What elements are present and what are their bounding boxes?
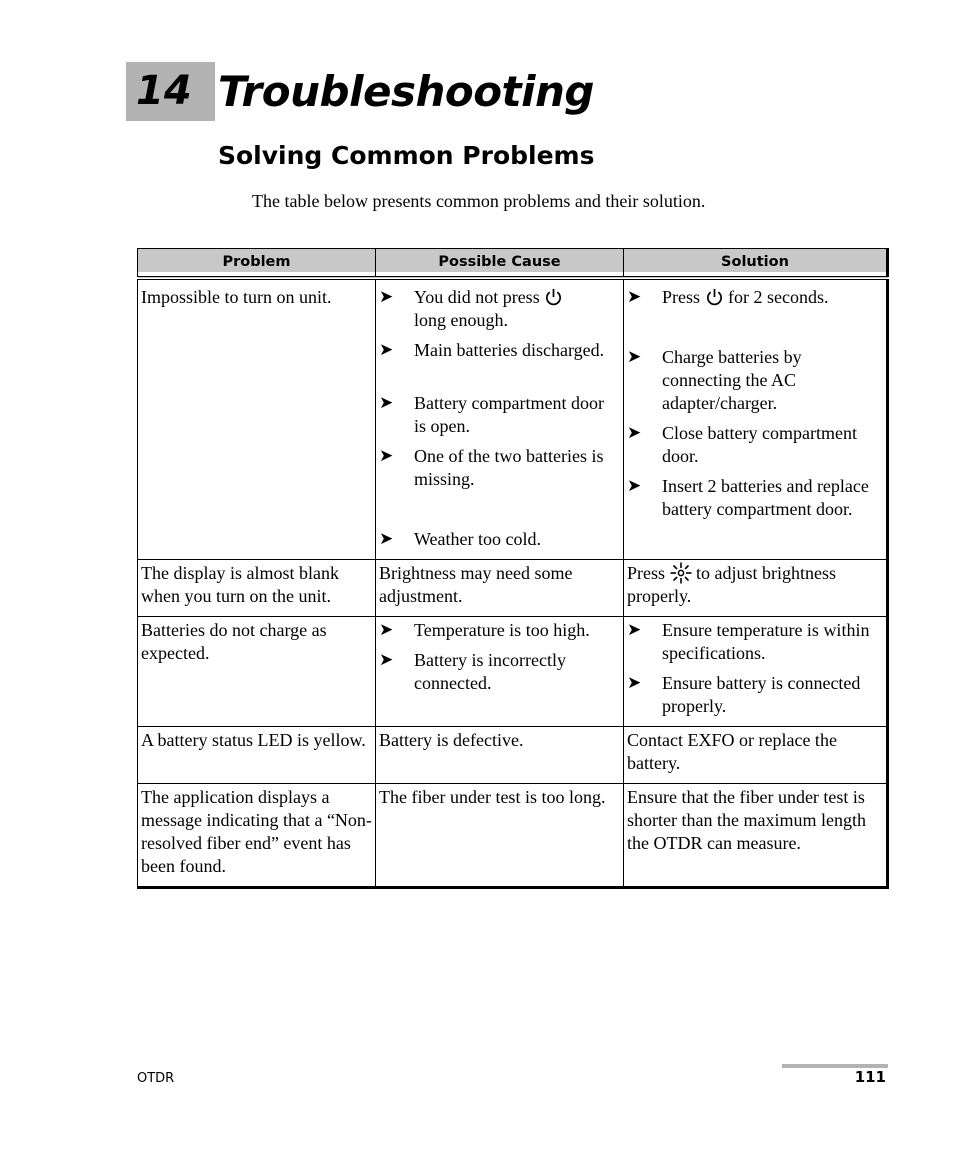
solution-cell [624,278,888,560]
problem-cell: The application displays a message indicating that a “Non-resolved fiber end” event has been found. [138,784,376,888]
list-item: ➤ Battery is incorrectly connected. [379,650,566,693]
list-item: ➤ Battery compartment door is open. [379,393,604,436]
table-row [138,617,888,727]
solution-cell: Contact EXFO or replace the battery. [624,727,888,784]
bullet-arrow: ➤ [627,476,642,496]
bullet-arrow: ➤ [379,393,394,413]
bullet-arrow: ➤ [379,287,394,307]
solution-cell [624,617,888,727]
bullet-arrow: ➤ [379,529,394,549]
problem-cell: A battery status LED is yellow. [138,727,376,784]
table-row [138,784,888,888]
bullet-arrow: ➤ [627,673,642,693]
list-item: ➤ You did not press long enough. [379,286,620,332]
footer-product: OTDR [137,1071,175,1086]
chapter-title: Troubleshooting [218,67,594,116]
list-item: ➤ Ensure battery is connected properly. [627,673,861,716]
cause-cell: Brightness may need some adjustment. [376,560,624,617]
brightness-icon [670,562,692,584]
table-header-row [138,249,888,279]
problem-cell: Impossible to turn on unit. [138,278,376,560]
bullet-arrow: ➤ [627,287,642,307]
list-item: ➤ Main batteries discharged. [379,340,605,360]
list-item: ➤ Ensure temperature is within specifications. [627,620,870,663]
troubleshooting-table [137,248,889,889]
cause-cell [376,617,624,727]
table-row [138,727,888,784]
solution-cell: Ensure that the fiber under test is shorter than the maximum length the OTDR can measure. [624,784,888,888]
bullet-arrow: ➤ [627,423,642,443]
bullet-arrow: ➤ [627,347,642,367]
page-number: 111 [854,1068,886,1086]
table-row [138,278,888,560]
header-solution: Solution [624,249,888,279]
cause-cell: Battery is defective. [376,727,624,784]
list-item: ➤ Weather too cold. [379,529,542,549]
power-icon [544,287,563,307]
section-title: Solving Common Problems [218,141,595,170]
problem-cell: Batteries do not charge as expected. [138,617,376,727]
bullet-arrow: ➤ [627,620,642,640]
list-item: ➤ One of the two batteries is missing. [379,446,604,489]
solution-cell: Press to adjust brightness properly. [624,560,888,617]
list-item: ➤ Press for 2 seconds. [627,287,829,307]
intro-text: The table below presents common problems and their solution. [252,191,706,211]
cause-cell: The fiber under test is too long. [376,784,624,888]
list-item: ➤ Close battery compartment door. [627,423,857,466]
chapter-number: 14 [126,62,215,121]
list-item: ➤ Insert 2 batteries and replace battery compartment door. [627,476,869,519]
bullet-arrow: ➤ [379,446,394,466]
list-item: ➤ Temperature is too high. [379,620,590,640]
bullet-arrow: ➤ [379,340,394,360]
problem-cell: The display is almost blank when you turn on the unit. [138,560,376,617]
header-cause: Possible Cause [376,249,624,279]
power-icon [705,287,724,307]
bullet-arrow: ➤ [379,620,394,640]
table-row [138,560,888,617]
cause-cell [376,278,624,560]
header-problem: Problem [138,249,376,279]
bullet-arrow: ➤ [379,650,394,670]
list-item: ➤ Charge batteries by connecting the AC adapter/charger. [627,347,802,413]
